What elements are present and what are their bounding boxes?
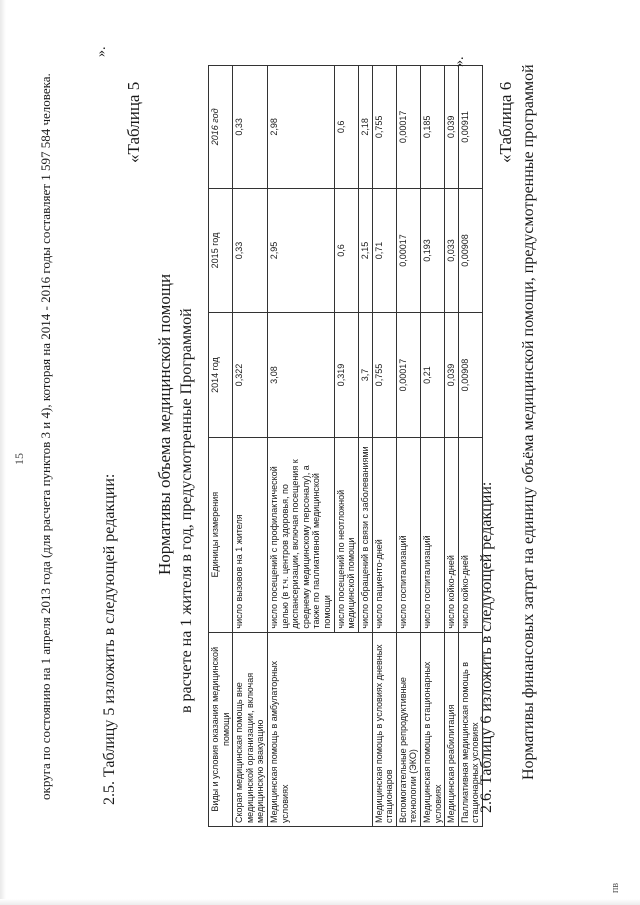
cell-unit: число койко-дней (458, 437, 482, 632)
table-row (396, 66, 420, 827)
section-2-5-heading: 2.5. Таблицу 5 изложить в следующей редакции: (101, 473, 118, 805)
cell-care-type: Вспомогательные репродуктивные технологии (ЭКО) (396, 632, 420, 826)
cell-2014: 0,00017 (396, 313, 420, 438)
cell-care-type: Медицинская помощь в условиях дневных стационаров (372, 632, 396, 826)
cell-2014: 0,755 (372, 313, 396, 438)
cell-unit: число госпитализаций (396, 437, 420, 632)
table-row (233, 66, 268, 827)
cell-2016: 0,33 (233, 66, 268, 189)
section-2-6-heading: 2.6. Таблицу 6 изложить в следующей редакции: (478, 481, 495, 813)
paragraph-population-line: округа по состоянию на 1 апреля 2013 года (для расчета пунктов 3 и 4), которая на 2014 - 2016 годы составляет 1 597 584 человека. (38, 73, 53, 800)
cell-2014: 3,08 (268, 313, 335, 438)
margin-note: пв (610, 882, 621, 893)
cell-2015: 2,95 (268, 188, 335, 313)
cell-2016: 2,18 (358, 66, 372, 189)
cell-2015: 0,00017 (396, 188, 420, 313)
closing-quote-mid: ». (452, 56, 467, 67)
header-care-type: Виды и условия оказания медицинской помощи (209, 632, 233, 826)
cell-2014: 0,00908 (458, 313, 482, 438)
cell-2014: 0,322 (233, 313, 268, 438)
cell-2015: 0,033 (445, 188, 459, 313)
cell-2015: 0,6 (334, 188, 358, 313)
cell-unit: число койко-дней (445, 437, 459, 632)
cell-2016: 0,00911 (458, 66, 482, 189)
cell-care-type: Медицинская помощь в стационарных условиях (420, 632, 444, 826)
cell-2016: 0,185 (420, 66, 444, 189)
cell-2014: 0,319 (334, 313, 358, 438)
table-5-norms (208, 65, 483, 827)
cell-2016: 2,98 (268, 66, 335, 189)
cell-2015: 2,15 (358, 188, 372, 313)
cell-unit: число посещений по неотложной медицинской помощи (334, 437, 358, 632)
cell-2015: 0,00908 (458, 188, 482, 313)
table-5-label: «Таблица 5 (124, 81, 143, 163)
closing-quote-top: ». (94, 46, 109, 57)
cell-unit: число обращений в связи с заболеваниями (358, 437, 372, 632)
header-2016: 2016 год (209, 66, 233, 189)
table-row (445, 66, 459, 827)
table-5-title-line1: Нормативы объема медицинской помощи (155, 273, 174, 575)
cell-unit: число пациенто-дней (372, 437, 396, 632)
table-6-label: «Таблица 6 (496, 81, 515, 163)
cell-2015: 0,33 (233, 188, 268, 313)
page-number: 15 (12, 453, 26, 465)
table-6-title: Нормативы финансовых затрат на единицу объёма медицинской помощи, предусмотренные программой (520, 64, 537, 780)
cell-2014: 0,039 (445, 313, 459, 438)
cell-2016: 0,755 (372, 66, 396, 189)
header-2015: 2015 год (209, 188, 233, 313)
cell-2014: 0,21 (420, 313, 444, 438)
table-5-title-line2: в расчете на 1 жителя в год, предусмотренные Программой (178, 308, 195, 713)
header-unit: Единицы измерения (209, 437, 233, 632)
table-header-row (209, 66, 233, 827)
table-row (420, 66, 444, 827)
cell-care-type: Паллиативная медицинская помощь в стационарных условиях (458, 632, 482, 826)
table-row (372, 66, 396, 827)
cell-unit: число посещений с профилактической целью (в т.ч. центров здоровья, по диспансеризации, включая посещения к среднему медицинскому персоналу), а также по паллиативной медицинской помощи (268, 437, 335, 632)
cell-2016: 0,039 (445, 66, 459, 189)
cell-2015: 0,193 (420, 188, 444, 313)
header-2014: 2014 год (209, 313, 233, 438)
cell-unit: число вызовов на 1 жителя (233, 437, 268, 632)
cell-unit: число госпитализаций (420, 437, 444, 632)
table-row (268, 66, 335, 827)
cell-2014: 3,7 (358, 313, 372, 438)
cell-care-type: Медицинская помощь в амбулаторных условиях (268, 632, 372, 826)
cell-2016: 0,00017 (396, 66, 420, 189)
cell-2016: 0,6 (334, 66, 358, 189)
cell-2015: 0,71 (372, 188, 396, 313)
cell-care-type: Медицинская реабилитация (445, 632, 459, 826)
cell-care-type: Скорая медицинская помощь вне медицинской организации, включая медицинскую эвакуацию (233, 632, 268, 826)
